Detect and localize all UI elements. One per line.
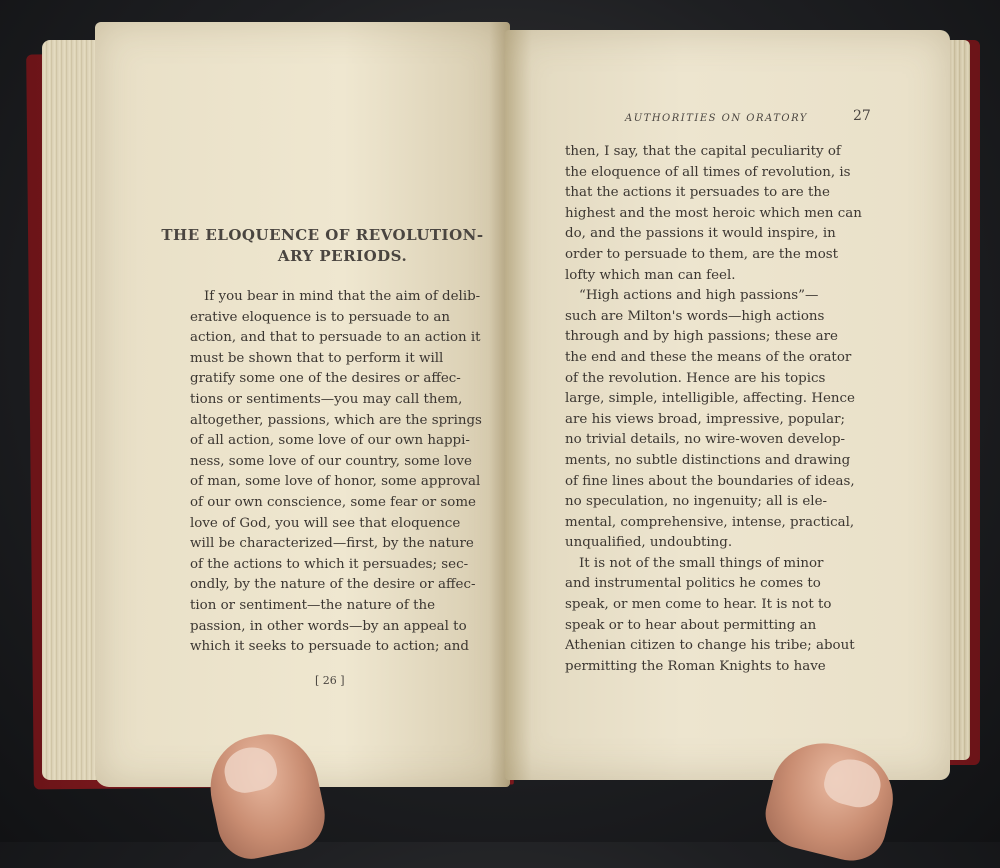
text-line: which it seeks to persuade to action; and <box>190 639 469 655</box>
text-line: action, and that to persuade to an action it <box>190 330 481 346</box>
text-line: gratify some one of the desires or affec- <box>190 371 461 387</box>
right-page <box>505 30 950 780</box>
text-line: passion, in other words—by an appeal to <box>190 618 467 634</box>
text-line: no speculation, no ingenuity; all is ele- <box>565 494 828 510</box>
page-number-left: [ 26 ] <box>315 674 345 687</box>
text-line: the eloquence of all times of revolution, is <box>565 164 851 180</box>
text-line: mental, comprehensive, intense, practical, <box>565 514 855 530</box>
text-line: are his views broad, impressive, popular; <box>565 411 845 427</box>
text-line: of our own conscience, some fear or some <box>190 494 476 510</box>
left-page-text <box>190 287 490 658</box>
text-line: Athenian citizen to change his tribe; about <box>565 638 855 654</box>
text-line: do, and the passions it would inspire, in <box>565 226 836 242</box>
text-line: of the actions to which it persuades; sec- <box>190 556 469 572</box>
text-line: highest and the most heroic which men can <box>565 205 862 221</box>
text-line: altogether, passions, which are the springs <box>190 412 482 428</box>
chapter-title-line-2: ARY PERIODS. <box>277 247 408 265</box>
running-head: AUTHORITIES ON ORATORY <box>625 113 808 124</box>
text-line: order to persuade to them, are the most <box>565 246 839 262</box>
text-line: and instrumental politics he comes to <box>565 576 821 592</box>
thumbnail-right <box>820 754 885 812</box>
text-line: tions or sentiments—you may call them, <box>190 391 463 407</box>
text-line: It is not of the small things of minor <box>579 555 824 571</box>
page-number-right: 27 <box>853 108 871 124</box>
text-line: permitting the Roman Knights to have <box>565 658 826 674</box>
text-line: no trivial details, no wire-woven develop- <box>565 432 846 448</box>
text-line: through and by high passions; these are <box>565 329 838 345</box>
text-line: that the actions it persuades to are the <box>565 185 830 201</box>
text-line: ness, some love of our country, some love <box>190 453 472 469</box>
thumbnail-left <box>220 743 280 797</box>
text-line: lofty which man can feel. <box>565 267 736 283</box>
chapter-title-line-1: THE ELOQUENCE OF REVOLUTION- <box>161 226 484 244</box>
chapter-title <box>135 225 510 267</box>
text-line: love of God, you will see that eloquence <box>190 515 461 531</box>
text-line: must be shown that to perform it will <box>190 350 444 366</box>
text-line: large, simple, intelligible, affecting. Hence <box>565 391 855 407</box>
text-line: tion or sentiment—the nature of the <box>190 597 436 613</box>
text-line: If you bear in mind that the aim of delib- <box>204 289 481 304</box>
text-line: then, I say, that the capital peculiarity of <box>565 144 841 159</box>
text-line: will be characterized—first, by the nature <box>190 536 474 552</box>
text-line: of man, some love of honor, some approval <box>190 474 481 490</box>
text-line: speak or to hear about permitting an <box>565 617 817 633</box>
text-line: unqualified, undoubting. <box>565 535 733 551</box>
text-line: ments, no subtle distinctions and drawing <box>565 452 851 468</box>
left-page <box>95 22 510 787</box>
text-line: “High actions and high passions”— <box>579 288 819 304</box>
text-line: speak, or men come to hear. It is not to <box>565 597 832 613</box>
right-page-text <box>565 142 870 677</box>
text-line: of fine lines about the boundaries of ideas, <box>565 473 855 489</box>
text-line: ondly, by the nature of the desire or affec- <box>190 577 476 593</box>
text-line: such are Milton's words—high actions <box>565 308 825 324</box>
text-line: erative eloquence is to persuade to an <box>190 309 450 325</box>
text-line: of the revolution. Hence are his topics <box>565 370 826 386</box>
text-line: the end and these the means of the orator <box>565 349 852 365</box>
text-line: of all action, some love of our own happi- <box>190 433 470 449</box>
